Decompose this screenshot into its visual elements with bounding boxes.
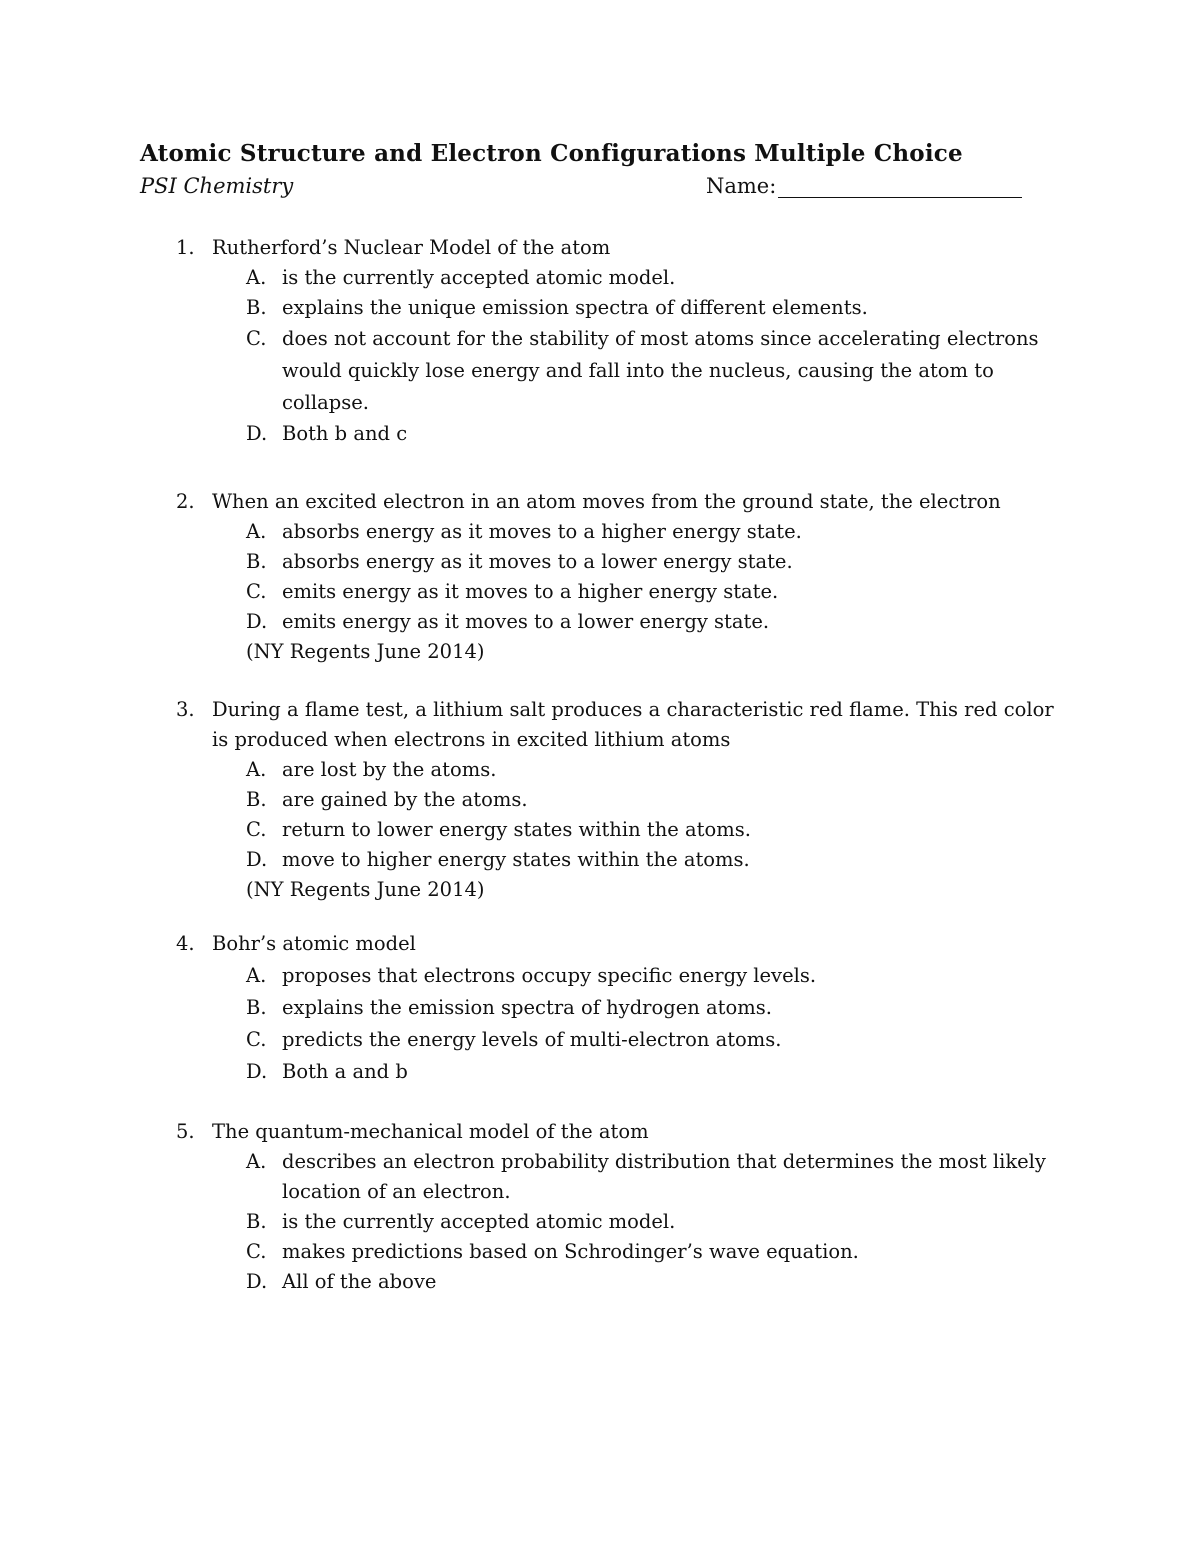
- choice-letter: B.: [246, 788, 267, 811]
- choice-text: Both a and b: [282, 1060, 408, 1083]
- answer-choice[interactable]: [140, 1147, 1070, 1207]
- answer-choice[interactable]: [140, 547, 1070, 577]
- choice-letter: C.: [246, 327, 267, 350]
- answer-choice[interactable]: [140, 755, 1070, 785]
- question-stem: The quantum-mechanical model of the atom: [212, 1120, 649, 1143]
- choice-text: is the currently accepted atomic model.: [282, 1210, 676, 1233]
- choice-letter: A.: [246, 1150, 267, 1173]
- answer-choice[interactable]: [140, 1025, 1070, 1055]
- question-2: [140, 487, 1070, 667]
- choice-letter: A.: [246, 266, 267, 289]
- answer-choice[interactable]: [140, 993, 1070, 1023]
- choice-text: proposes that electrons occupy specific energy levels.: [282, 964, 817, 987]
- answer-choice[interactable]: [140, 517, 1070, 547]
- answer-choice[interactable]: [140, 845, 1070, 875]
- question-number: 3.: [176, 698, 195, 721]
- choice-letter: C.: [246, 580, 267, 603]
- choice-text: move to higher energy states within the atoms.: [282, 848, 750, 871]
- choice-letter: C.: [246, 1240, 267, 1263]
- choice-text: emits energy as it moves to a lower energy state.: [282, 610, 770, 633]
- question-stem-row: [140, 487, 1070, 517]
- choice-text: Both b and c: [282, 422, 408, 445]
- choice-letter: A.: [246, 964, 267, 987]
- question-number: 2.: [176, 490, 195, 513]
- choice-letter: B.: [246, 296, 267, 319]
- name-label: Name:: [706, 174, 777, 198]
- choice-text: absorbs energy as it moves to a lower energy state.: [282, 550, 793, 573]
- answer-choice[interactable]: [140, 293, 1070, 323]
- choice-letter: C.: [246, 818, 267, 841]
- answer-choice[interactable]: [140, 1237, 1070, 1267]
- choice-letter: B.: [246, 550, 267, 573]
- question-stem-row: [140, 1117, 1070, 1147]
- choice-text: are gained by the atoms.: [282, 788, 528, 811]
- choice-text: predicts the energy levels of multi-electron atoms.: [282, 1028, 782, 1051]
- question-4: [140, 929, 1070, 1087]
- answer-choice[interactable]: [140, 1267, 1070, 1297]
- choice-text: makes predictions based on Schrodinger’s wave equation.: [282, 1240, 859, 1263]
- question-1: [140, 233, 1070, 449]
- choice-text: absorbs energy as it moves to a higher energy state.: [282, 520, 802, 543]
- choice-text: does not account for the stability of most atoms since accelerating electrons would quickly lose energy and fall into the nucleus, causing the atom to collapse.: [282, 327, 1039, 414]
- choice-text: All of the above: [282, 1270, 437, 1293]
- choice-text: emits energy as it moves to a higher energy state.: [282, 580, 779, 603]
- choice-text: is the currently accepted atomic model.: [282, 266, 676, 289]
- question-number: 5.: [176, 1120, 195, 1143]
- choice-letter: D.: [246, 1270, 268, 1293]
- question-source: (NY Regents June 2014): [246, 878, 485, 901]
- choice-letter: D.: [246, 1060, 268, 1083]
- choice-letter: A.: [246, 520, 267, 543]
- question-3: [140, 695, 1070, 905]
- choice-letter: B.: [246, 996, 267, 1019]
- name-blank-line[interactable]: [778, 175, 1022, 198]
- choice-letter: A.: [246, 758, 267, 781]
- choice-letter: D.: [246, 848, 268, 871]
- question-stem: Bohr’s atomic model: [212, 932, 416, 955]
- choice-letter: D.: [246, 610, 268, 633]
- question-stem-row: [140, 929, 1070, 959]
- choice-letter: C.: [246, 1028, 267, 1051]
- answer-choice[interactable]: [140, 323, 1070, 419]
- answer-choice[interactable]: [140, 815, 1070, 845]
- choice-text: explains the unique emission spectra of different elements.: [282, 296, 868, 319]
- course-name: PSI Chemistry: [140, 174, 294, 198]
- answer-choice[interactable]: [140, 1057, 1070, 1087]
- answer-choice[interactable]: [140, 577, 1070, 607]
- answer-choice[interactable]: [140, 419, 1070, 449]
- choice-text: are lost by the atoms.: [282, 758, 497, 781]
- question-stem: Rutherford’s Nuclear Model of the atom: [212, 236, 611, 259]
- name-field: [706, 174, 1022, 198]
- question-stem-row: [140, 695, 1070, 755]
- question-stem: When an excited electron in an atom moves from the ground state, the electron: [212, 490, 1001, 513]
- choice-text: explains the emission spectra of hydrogen atoms.: [282, 996, 772, 1019]
- choice-letter: D.: [246, 422, 268, 445]
- choice-text: describes an electron probability distribution that determines the most likely location of an electron.: [282, 1150, 1046, 1203]
- question-5: [140, 1117, 1070, 1297]
- page-title: Atomic Structure and Electron Configurations Multiple Choice: [140, 140, 963, 167]
- choice-letter: B.: [246, 1210, 267, 1233]
- question-number: 4.: [176, 932, 195, 955]
- choice-text: return to lower energy states within the atoms.: [282, 818, 751, 841]
- answer-choice[interactable]: [140, 607, 1070, 637]
- answer-choice[interactable]: [140, 961, 1070, 991]
- answer-choice[interactable]: [140, 1207, 1070, 1237]
- answer-choice[interactable]: [140, 785, 1070, 815]
- question-number: 1.: [176, 236, 195, 259]
- question-source: (NY Regents June 2014): [246, 640, 485, 663]
- answer-choice[interactable]: [140, 263, 1070, 293]
- question-stem: During a flame test, a lithium salt produces a characteristic red flame. This red color is produced when electrons in excited lithium atoms: [212, 698, 1054, 751]
- question-stem-row: [140, 233, 1070, 263]
